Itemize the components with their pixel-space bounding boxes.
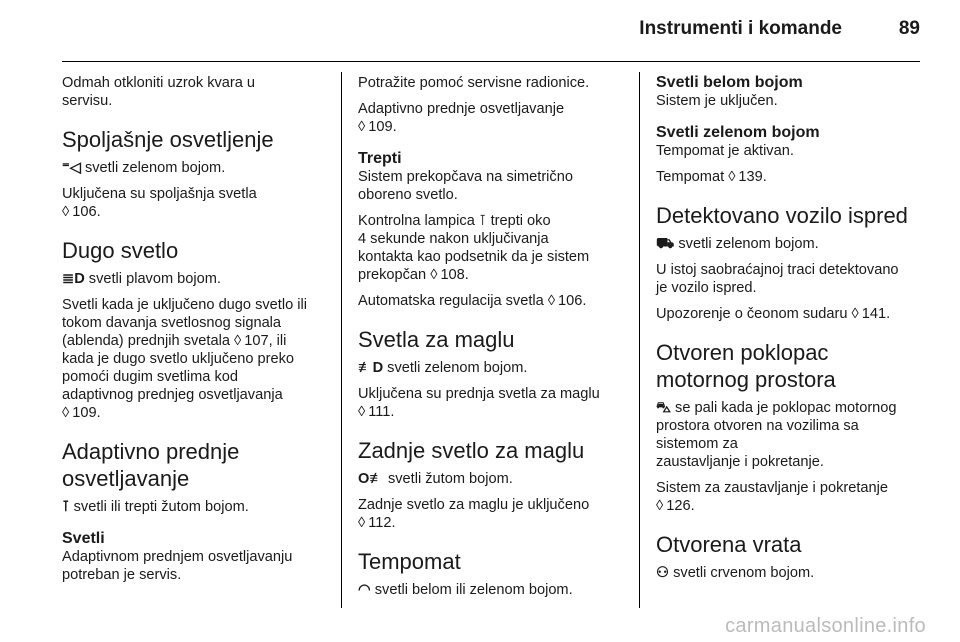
paragraph: Uključena su prednja svetla za maglu ◊ 111. xyxy=(358,386,600,420)
fog-light-icon: ≢D xyxy=(358,360,384,376)
page-ref-link[interactable]: 139. xyxy=(738,169,767,185)
page-ref-icon: ◊ xyxy=(656,498,664,514)
subheading-green: Svetli zelenom bojom xyxy=(656,124,820,141)
heading-vehicle-ahead: Detektovano vozilo ispred xyxy=(656,203,908,228)
page-ref-link[interactable]: 108. xyxy=(440,267,469,283)
page-ref-link[interactable]: 141. xyxy=(861,306,891,322)
exterior-light-icon: ⁼◁ xyxy=(62,160,81,176)
vehicle-ahead-icon: ⛟ xyxy=(656,236,675,252)
page-ref-link[interactable]: 109. xyxy=(368,119,397,135)
page-ref-icon: ◊ xyxy=(728,169,736,185)
paragraph: Tempomat je aktivan. xyxy=(656,143,794,159)
column-1: Odmah otkloniti uzrok kvara u servisu. Spoljašnje osvetljenje ⁼◁ svetli zelenom bojom. Uključena su spoljašnja svetla ◊ 106. Dugo svetlo ≣D svetli plavom bojom. Svetli kada je uključeno dugo svetlo ili tokom davanja svetlosnog signala (ablenda) prednjih svetala ◊ 107, ili kada je dugo svetlo uključeno preko pomoći dugim svetlima kod adaptivnog prednjeg osvetljavanja ◊ 109. Adaptivno prednje osvetljavanje ⊺ svetli ili trepti žutom bojom. Svetli Adaptivnom prednjem osvetljavanju potreban je servis. xyxy=(62,74,332,592)
page-ref-link[interactable]: 106. xyxy=(72,204,101,220)
paragraph: Potražite pomoć servisne radionice. xyxy=(358,75,590,91)
page-ref-icon: ◊ xyxy=(430,267,438,283)
paragraph: Adaptivno prednje osvetljavanje ◊ 109. xyxy=(358,101,565,135)
page-ref-icon: ◊ xyxy=(547,293,556,309)
page-ref-icon: ◊ xyxy=(851,306,859,322)
paragraph: Sistem prekopčava na simetrično oboreno svetlo. xyxy=(358,169,573,203)
page-number: 89 xyxy=(898,18,920,39)
paragraph: Automatska regulacija svetla ◊ 106. xyxy=(358,293,587,309)
page-ref-icon: ◊ xyxy=(62,405,70,421)
heading-adaptive-lighting: Adaptivno prednje osvetljavanje xyxy=(62,439,240,491)
page-ref-link[interactable]: 112. xyxy=(368,515,396,531)
paragraph: Zadnje svetlo za maglu je uključeno ◊ 112. xyxy=(358,497,590,531)
paragraph: Svetli kada je uključeno dugo svetlo ili tokom davanja svetlosnog signala (ablenda) prednjih svetala ◊ 107, ili kada je dugo svetlo uključeno preko pomoći dugim svetlima kod adaptivnog prednjeg osvetljavanja ◊ 109. xyxy=(62,297,307,421)
subheading-svetli: Svetli xyxy=(62,530,105,547)
page-ref-icon: ◊ xyxy=(62,204,70,220)
cruise-control-icon: ◠ xyxy=(358,582,371,598)
watermark: carmanualsonline.info xyxy=(725,615,926,637)
hood-open-icon: ⛍ xyxy=(656,400,672,416)
page-ref-link[interactable]: 107, ili xyxy=(244,333,287,349)
adaptive-light-icon: ⊺ xyxy=(478,213,487,229)
page-ref-link[interactable]: 111. xyxy=(368,404,395,420)
paragraph: U istoj saobraćajnoj traci detektovano je vozilo ispred. xyxy=(656,262,899,296)
page-ref-icon: ◊ xyxy=(234,333,242,349)
paragraph: Kontrolna lampica ⊺ trepti oko 4 sekunde nakon uključivanja kontakta kao podsetnik da je sistem prekopčan ◊ 108. xyxy=(358,213,590,283)
paragraph: Odmah otkloniti uzrok kvara u servisu. xyxy=(62,75,256,109)
paragraph: Sistem je uključen. xyxy=(656,93,778,109)
paragraph: Tempomat ◊ 139. xyxy=(656,169,767,185)
paragraph: Sistem za zaustavljanje i pokretanje ◊ 126. xyxy=(656,480,888,514)
heading-fog-lights: Svetla za maglu xyxy=(358,327,515,352)
heading-cruise-control: Tempomat xyxy=(358,549,461,574)
heading-door-open: Otvorena vrata xyxy=(656,532,802,557)
paragraph: Uključena su spoljašnja svetla ◊ 106. xyxy=(62,186,257,220)
column-3: Svetli belom bojom Sistem je uključen. Svetli zelenom bojom Tempomat je aktivan. Tempomat ◊ 139. Detektovano vozilo ispred ⛟ svetli zelenom bojom. U istoj saobraćajnoj traci detektovano je vozilo ispred. Upozorenje o čeonom sudaru ◊ 141. Otvoren poklopac motornog prostora ⛍ se pali kada je poklopac motornog prostora otvoren na vozilima sa sistemom za zaustavljanje i pokretanje. Sistem za zaustavljanje i pokretanje ◊ 126. Otvorena vrata ⚇ svetli crvenom bojom. xyxy=(656,74,922,590)
page-ref-link[interactable]: 106. xyxy=(558,293,587,309)
column-divider-2 xyxy=(639,72,640,608)
adaptive-light-icon: ⊺ xyxy=(62,499,70,515)
column-2: Potražite pomoć servisne radionice. Adaptivno prednje osvetljavanje ◊ 109. Trepti Sistem prekopčava na simetrično oboreno svetlo. Kontrolna lampica ⊺ trepti oko 4 sekunde nakon uključivanja kontakta kao podsetnik da je sistem prekopčan ◊ 108. Automatska regulacija svetla ◊ 106. Svetla za maglu ≢D svetli zelenom bojom. Uključena su prednja svetla za maglu ◊ 111. Zadnje svetlo za maglu O≢ svetli žutom bojom. Zadnje svetlo za maglu je uključeno ◊ 112. Tempomat ◠ svetli belom ili zelenom bojom. xyxy=(358,74,628,607)
heading-hood-open: Otvoren poklopac motornog prostora xyxy=(656,340,836,392)
page-ref-icon: ◊ xyxy=(358,515,366,531)
heading-high-beam: Dugo svetlo xyxy=(62,238,179,263)
page-ref-icon: ◊ xyxy=(358,119,366,135)
column-divider-1 xyxy=(341,72,342,608)
door-open-icon: ⚇ xyxy=(656,565,670,581)
page-ref-icon: ◊ xyxy=(358,404,366,420)
page-ref-link[interactable]: 126. xyxy=(666,498,695,514)
section-title: Instrumenti i komande xyxy=(639,18,842,39)
page-ref-link[interactable]: 109. xyxy=(72,405,101,421)
header-rule xyxy=(62,61,920,62)
paragraph: Upozorenje o čeonom sudaru ◊ 141. xyxy=(656,306,891,322)
paragraph: Adaptivnom prednjem osvetljavanju potreban je servis. xyxy=(62,549,293,583)
heading-rear-fog-light: Zadnje svetlo za maglu xyxy=(358,438,585,463)
high-beam-icon: ≣D xyxy=(62,271,85,287)
heading-exterior-lights: Spoljašnje osvetljenje xyxy=(62,127,274,152)
subheading-trepti: Trepti xyxy=(358,150,402,167)
subheading-white: Svetli belom bojom xyxy=(656,74,803,91)
rear-fog-light-icon: O≢ xyxy=(358,471,384,487)
